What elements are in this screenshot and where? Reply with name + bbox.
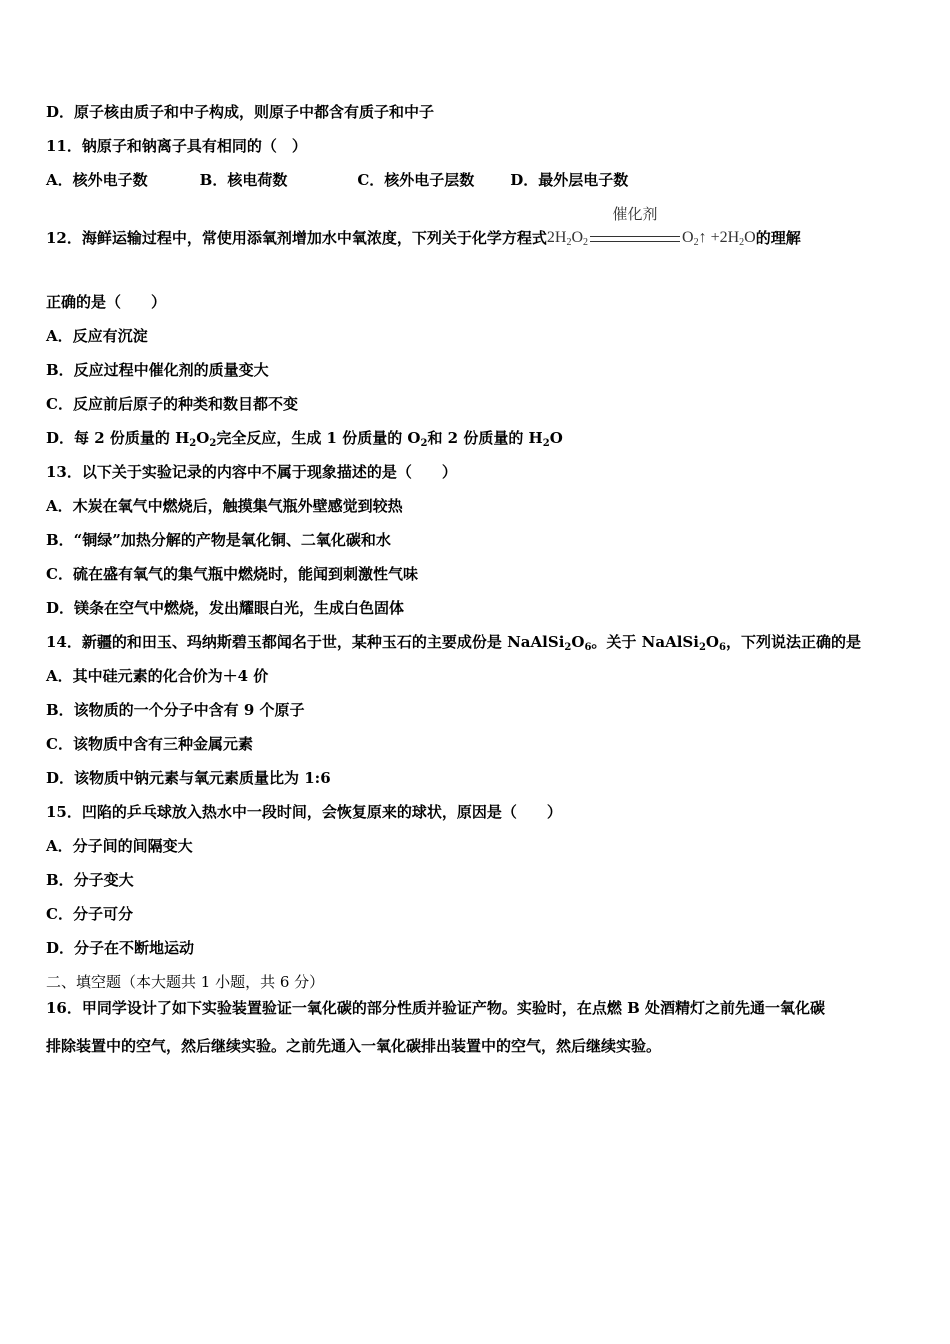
q12-stem-line2: 正确的是（ ） — [46, 293, 167, 311]
q12-option-b: B．反应过程中催化剂的质量变大 — [46, 361, 269, 379]
section2-title: 二、填空题（本大题共 1 小题，共 6 分） — [46, 973, 325, 991]
q12-equation-left: $2H_2O_2$ — [546, 229, 589, 248]
q13-option-b: B．“铜绿”加热分解的产物是氧化铜、二氧化碳和水 — [46, 531, 391, 549]
q12-catalyst-label: 催化剂 — [612, 205, 658, 223]
q15-option-b: B．分子变大 — [46, 871, 134, 889]
q12-stem-prefix: 12．海鲜运输过程中，常使用添氧剂增加水中氧浓度，下列关于化学方程式 — [46, 229, 547, 247]
q12-equation-right: $O_2↑ +2H_2O$ — [682, 229, 756, 248]
q12-stem-suffix: 的理解 — [755, 229, 801, 247]
q15-option-a: A．分子间的间隔变大 — [46, 837, 193, 855]
q13-option-a: A．木炭在氧气中燃烧后，触摸集气瓶外壁感觉到较热 — [46, 497, 403, 515]
q15-stem: 15．凹陷的乒乓球放入热水中一段时间，会恢复原来的球状，原因是（ ） — [46, 803, 562, 821]
equals-sign-icon — [590, 236, 680, 242]
q14-stem: 14．新疆的和田玉、玛纳斯碧玉都闻名于世，某种玉石的主要成份是 $NaAlSi_2O_6$。关于 $NaAlSi_2O_6$，下列说法正确的是 — [46, 633, 861, 653]
q12-option-d: D．每 2 份质量的 $H_2O_2$完全反应，生成 1 份质量的 $O_2$和 2 份质量的 $H_2O$ — [46, 429, 563, 449]
q12-option-c: C．反应前后原子的种类和数目都不变 — [46, 395, 298, 413]
q11-options — [46, 170, 680, 190]
q13-option-c: C．硫在盛有氧气的集气瓶中燃烧时，能闻到刺激性气味 — [46, 565, 418, 583]
q11-stem: 11．钠原子和钠离子具有相同的（ ） — [46, 137, 307, 155]
q15-option-c: C．分子可分 — [46, 905, 133, 923]
q12-option-a: A．反应有沉淀 — [46, 327, 148, 345]
q11-option-a: A．核外电子数 — [46, 171, 148, 189]
q16-line2: 排除装置中的空气，然后继续实验。之前先通入一氧化碳排出装置中的空气，然后继续实验。 — [46, 1037, 662, 1055]
q15-option-d: D．分子在不断地运动 — [46, 939, 195, 957]
q13-option-d: D．镁条在空气中燃烧，发出耀眼白光，生成白色固体 — [46, 599, 405, 617]
q11-option-c: C．核外电子层数 — [357, 171, 475, 189]
q12-stem — [46, 205, 801, 248]
q14-option-d: D．该物质中钠元素与氧元素质量比为 1:6 — [46, 769, 331, 787]
q11-option-d: D．最外层电子数 — [510, 171, 629, 189]
q10-option-d: D．原子核由质子和中子构成，则原子中都含有质子和中子 — [46, 103, 435, 121]
q11-option-b: B．核电荷数 — [199, 171, 288, 189]
q16-line1: 16．甲同学设计了如下实验装置验证一氧化碳的部分性质并验证产物。实验时，在点燃 B 处酒精灯之前先通一氧化碳 — [46, 999, 826, 1017]
q14-option-b: B．该物质的一个分子中含有 9 个原子 — [46, 701, 305, 719]
q14-option-a: A．其中硅元素的化合价为＋4 价 — [46, 667, 269, 685]
q13-stem: 13．以下关于实验记录的内容中不属于现象描述的是（ ） — [46, 463, 457, 481]
q12-catalyst-arrow — [590, 205, 680, 248]
q14-option-c: C．该物质中含有三种金属元素 — [46, 735, 253, 753]
